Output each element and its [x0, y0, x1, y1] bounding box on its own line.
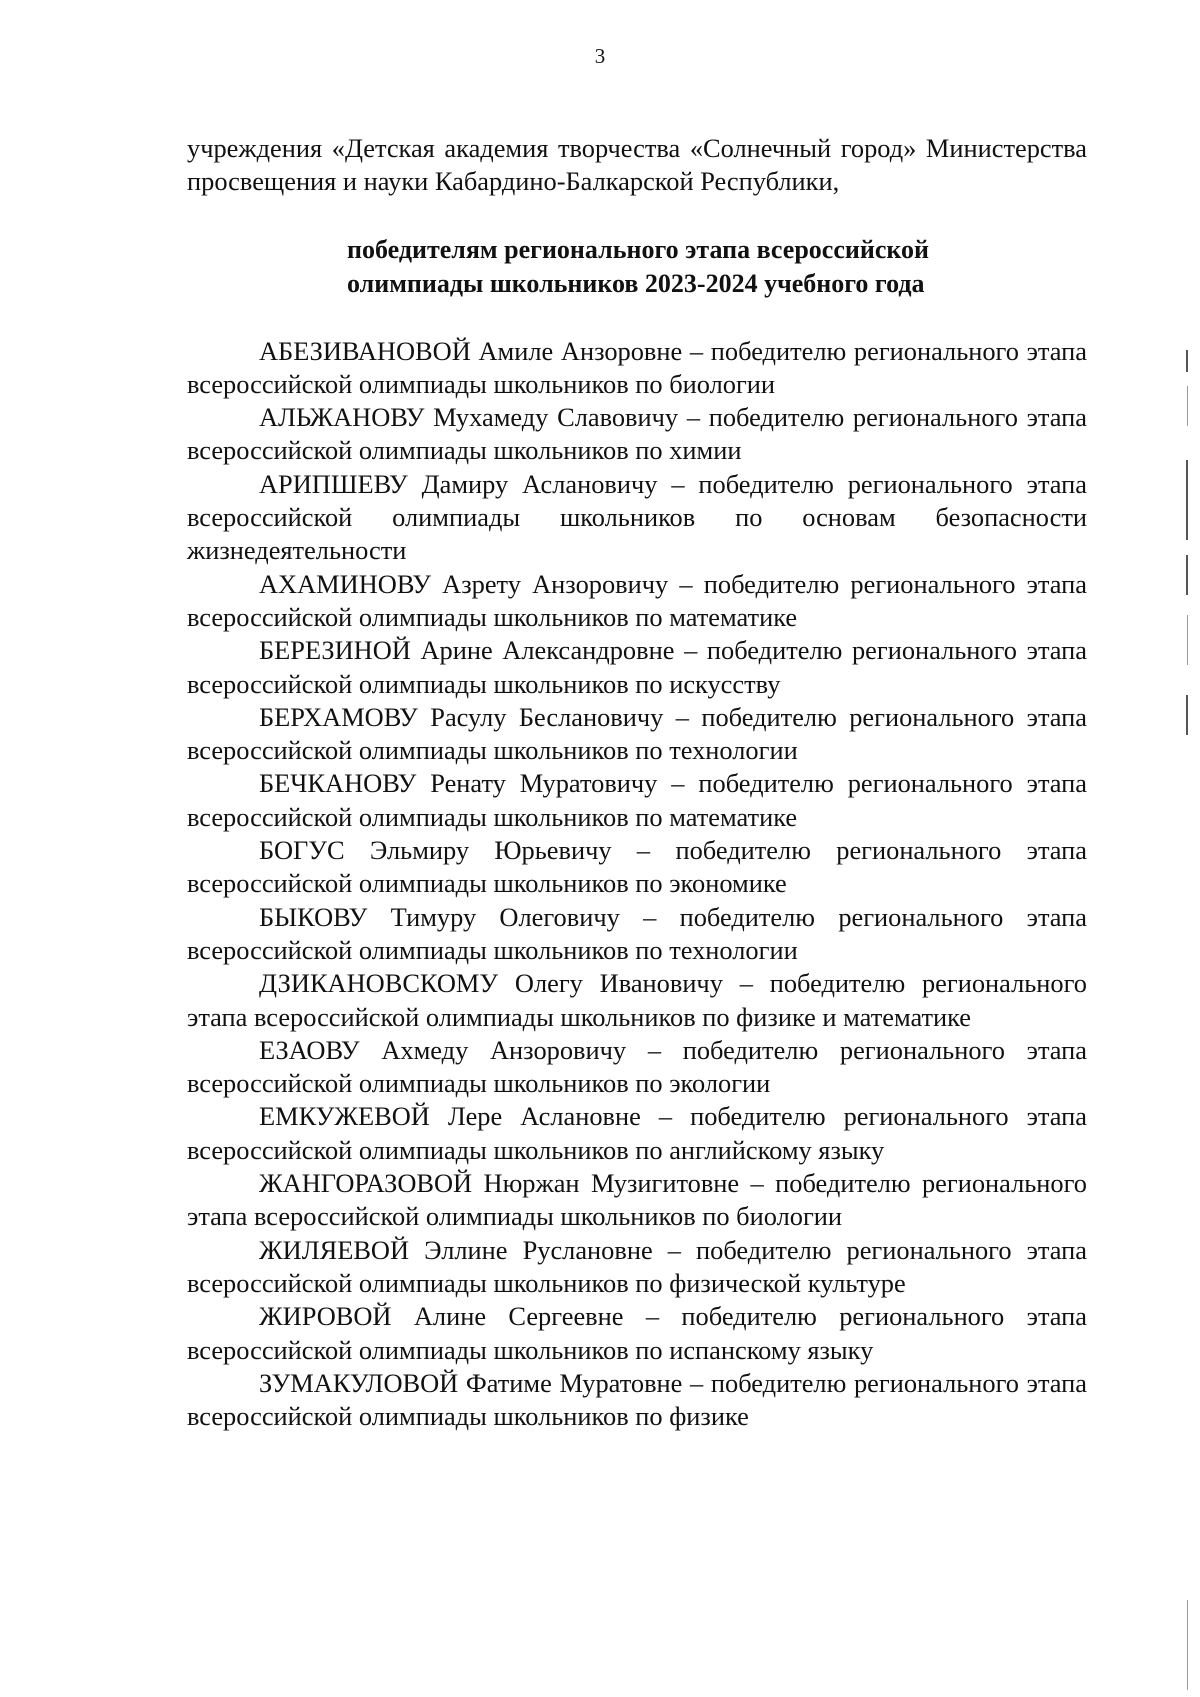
winner-entry [187, 767, 1087, 834]
section-heading-line-2: олимпиады школьников 2023-2024 учебного года [347, 268, 925, 298]
winner-name: ЖИРОВОЙ Алине Сергеевне [259, 1301, 624, 1332]
winners-list [187, 335, 1087, 1434]
winner-text: – победителю регионального этапа всероссийской олимпиады школьников по испанскому языку [187, 1301, 1088, 1365]
winner-entry [187, 1300, 1087, 1367]
winner-entry [187, 1234, 1087, 1301]
winner-entry [187, 468, 1087, 568]
winner-name: АРИПШЕВУ Дамиру Аслановичу [259, 468, 658, 499]
scan-artifact-line [1186, 350, 1188, 372]
page-number: 3 [594, 44, 606, 68]
winner-text: – победителю регионального этапа всероссийской олимпиады школьников по технологии [187, 701, 1088, 766]
winner-name: ЖАНГОРАЗОВОЙ Нюржан Музигитовне [259, 1168, 740, 1199]
winner-text: – победителю регионального этапа всероссийской олимпиады школьников по биологии [187, 335, 1087, 399]
winner-entry [187, 335, 1087, 402]
winner-text: – победителю регионального этапа всероссийской олимпиады школьников по экологии [187, 1034, 1088, 1099]
winner-name: ДЗИКАНОВСКОМУ Олегу Ивановичу [259, 968, 723, 999]
winner-text: – победителю регионального этапа всероссийской олимпиады школьников по технологии [187, 901, 1087, 965]
scan-artifact-line [1186, 555, 1188, 595]
winner-name: БЕЧКАНОВУ Ренату Муратовичу [259, 768, 658, 799]
winner-name: БЕРХАМОВУ Расулу Беслановичу [259, 701, 664, 732]
winner-text: – победителю регионального этапа всероссийской олимпиады школьников по физической культуре [187, 1234, 1087, 1298]
winner-entry [187, 401, 1087, 468]
winner-entry [187, 634, 1087, 701]
winner-text: – победителю регионального этапа всероссийской олимпиады школьников по физике и математике [187, 968, 1087, 1032]
winner-name: ЕЗАОВУ Ахмеду Анзоровичу [259, 1034, 627, 1065]
winner-entry [187, 701, 1087, 768]
section-heading-line-1: победителям регионального этапа всероссийской [347, 234, 929, 264]
winner-entry [187, 901, 1087, 968]
intro-paragraph: учреждения «Детская академия творчества «Солнечный город» Министерства просвещения и науки Кабардино-Балкарской Республики, [187, 133, 1087, 197]
winner-name: АЛЬЖАНОВУ Мухамеду Славовичу [259, 402, 679, 433]
winner-text: – победителю регионального этапа всероссийской олимпиады школьников по физике [187, 1367, 1087, 1432]
winner-entry [187, 1167, 1087, 1234]
winner-text: – победителю регионального этапа всероссийской олимпиады школьников по химии [187, 402, 1087, 466]
winner-text: – победителю регионального этапа всероссийской олимпиады школьников по искусству [187, 635, 1088, 699]
winner-name: ЕМКУЖЕВОЙ Лере Аслановне [259, 1101, 641, 1132]
scan-artifact-line [1187, 1600, 1188, 1690]
winner-text: – победителю регионального этапа всероссийской олимпиады школьников по математике [187, 768, 1087, 832]
winner-text: – победителю регионального этапа всероссийской олимпиады школьников по экономике [187, 835, 1088, 899]
scan-artifact-line [1186, 695, 1188, 735]
scan-artifact-line [1187, 386, 1188, 426]
winner-name: АХАМИНОВУ Азрету Анзоровичу [259, 568, 669, 599]
winner-text: – победителю регионального этапа всероссийской олимпиады школьников по биологии [187, 1168, 1087, 1232]
winner-name: БЕРЕЗИНОЙ Арине Александровне [259, 635, 675, 666]
winner-name: БОГУС Эльмиру Юрьевичу [259, 835, 612, 866]
winner-name: БЫКОВУ Тимуру Олеговичу [259, 901, 620, 932]
winner-name: ЖИЛЯЕВОЙ Эллине Руслановне [259, 1234, 653, 1265]
winner-text: – победителю регионального этапа всероссийской олимпиады школьников по английскому языку [187, 1101, 1087, 1165]
winner-text: – победителю регионального этапа всероссийской олимпиады школьников по математике [187, 568, 1087, 632]
winner-entry [187, 1367, 1087, 1434]
document-body [187, 132, 1087, 1433]
winner-entry [187, 967, 1087, 1034]
winner-text: – победителю регионального этапа всероссийской олимпиады школьников по основам безопасности жизнедеятельности [187, 468, 1087, 566]
scan-artifact-line [1186, 460, 1188, 540]
winner-name: ЗУМАКУЛОВОЙ Фатиме Муратовне [259, 1367, 683, 1398]
winner-name: АБЕЗИВАНОВОЙ Амиле Анзоровне [259, 335, 683, 366]
winner-entry [187, 1100, 1087, 1167]
scan-artifact-line [1187, 615, 1188, 665]
winner-entry [187, 834, 1087, 901]
section-heading [347, 233, 1087, 301]
winner-entry [187, 568, 1087, 635]
winner-entry [187, 1034, 1087, 1101]
